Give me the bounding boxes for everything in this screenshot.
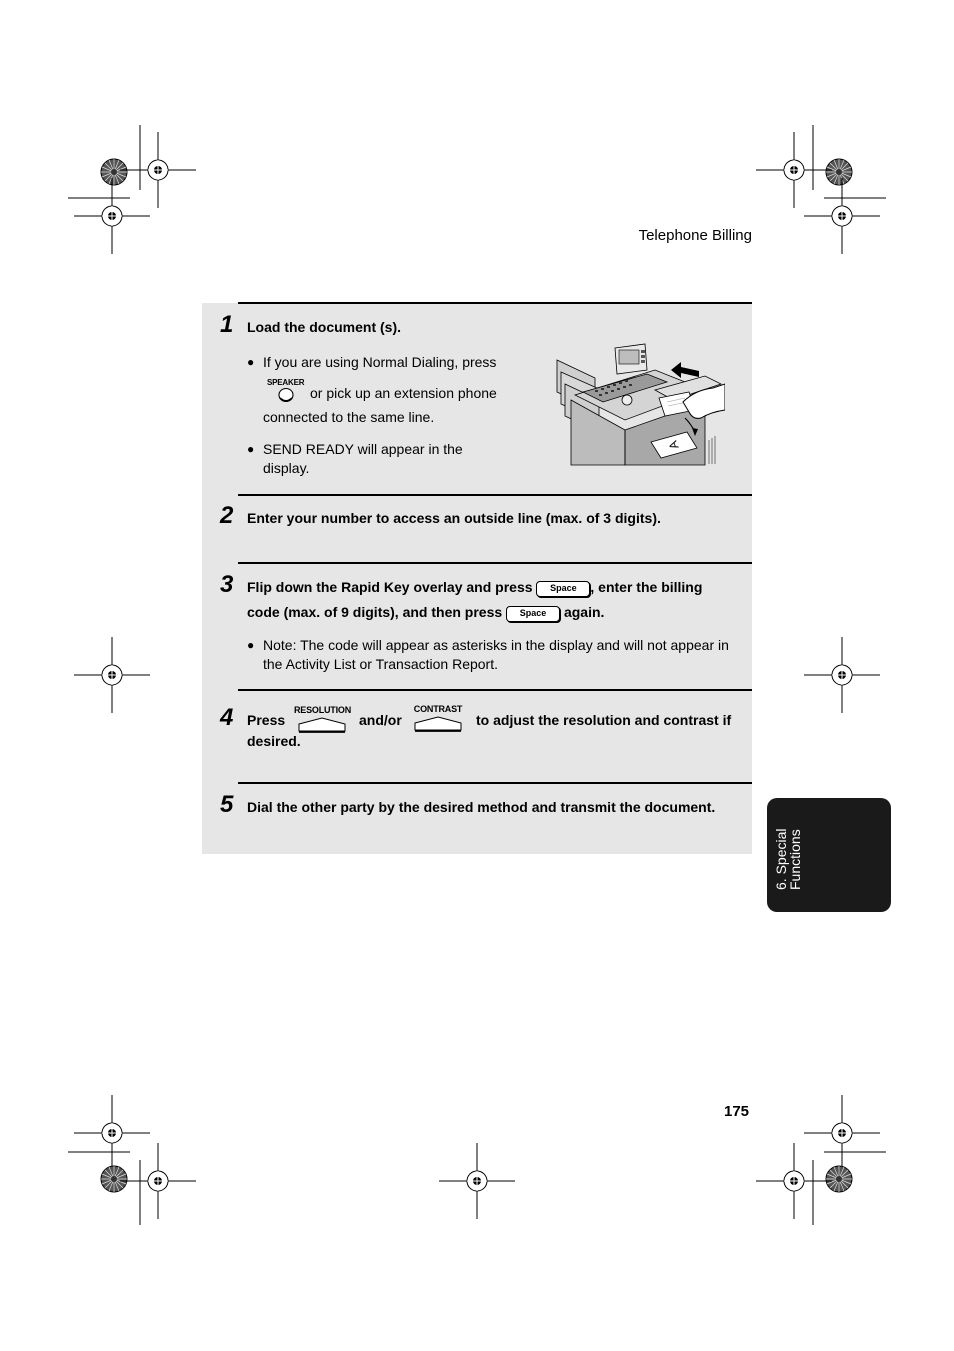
fax-machine-illustration xyxy=(555,340,725,468)
bullet-text: If you are using Normal Dialing, press xyxy=(263,354,497,370)
step-number: 1 xyxy=(220,311,234,338)
contrast-key-icon xyxy=(410,704,466,733)
chapter-tab-line-1: 6. Special xyxy=(773,828,789,890)
bullet-text: display. xyxy=(263,460,310,476)
chapter-tab-line-2: Functions xyxy=(787,829,803,890)
step-3-line-2 xyxy=(247,602,604,622)
step-divider xyxy=(238,302,752,304)
step-5-title: Dial the other party by the desired method and transmit the document. xyxy=(247,799,716,815)
bullet-icon: ● xyxy=(247,355,255,369)
step-divider xyxy=(238,689,752,691)
step-3-text: code (max. of 9 digits), and then press xyxy=(247,604,503,620)
step-number: 4 xyxy=(220,704,234,731)
page-header-title: Telephone Billing xyxy=(638,227,752,244)
step-divider xyxy=(238,562,752,564)
bullet-icon: ● xyxy=(247,442,255,456)
step-2-title: Enter your number to access an outside line (max. of 3 digits). xyxy=(247,510,661,526)
step-4-line-2: desired. xyxy=(247,733,301,749)
note-text: Note: The code will appear as asterisks in the display and will not appear in the Activity List or Transaction Report. xyxy=(263,637,729,672)
step-1-title: Load the document (s). xyxy=(247,319,401,335)
bullet-text: or pick up an extension phone xyxy=(310,385,497,401)
step-divider xyxy=(238,782,752,784)
bullet-text: SEND READY will appear in the xyxy=(263,441,463,457)
speaker-key-icon xyxy=(267,378,304,403)
step-3-text: Flip down the Rapid Key overlay and press xyxy=(247,579,533,595)
step-3-line-1 xyxy=(247,577,702,597)
step-number: 3 xyxy=(220,571,234,598)
page-number: 175 xyxy=(724,1103,750,1120)
step-divider xyxy=(238,494,752,496)
step-1-bullet-1 xyxy=(247,353,517,433)
speaker-key-label: SPEAKER xyxy=(267,378,305,387)
step-4-press: Press xyxy=(247,712,286,728)
chapter-tab-label xyxy=(772,812,804,892)
bullet-text: connected to the same line. xyxy=(263,409,435,425)
sheet-letter: A xyxy=(665,438,682,452)
space-key-icon: Space xyxy=(536,581,590,597)
step-3-note xyxy=(247,636,742,676)
step-number: 5 xyxy=(220,791,234,818)
step-1-bullet-2 xyxy=(247,440,517,480)
step-3-text: , enter the billing xyxy=(590,579,703,595)
step-4-rest: to adjust the resolution and contrast if xyxy=(476,712,732,728)
resolution-key-label: RESOLUTION xyxy=(294,705,352,715)
step-4-andor: and/or xyxy=(359,712,402,728)
bullet-icon: ● xyxy=(247,638,255,652)
step-3-text: again. xyxy=(563,604,605,620)
contrast-key-label: CONTRAST xyxy=(413,704,463,714)
resolution-key-icon xyxy=(294,705,350,734)
space-key-icon: Space xyxy=(506,606,560,622)
step-number: 2 xyxy=(220,502,234,529)
